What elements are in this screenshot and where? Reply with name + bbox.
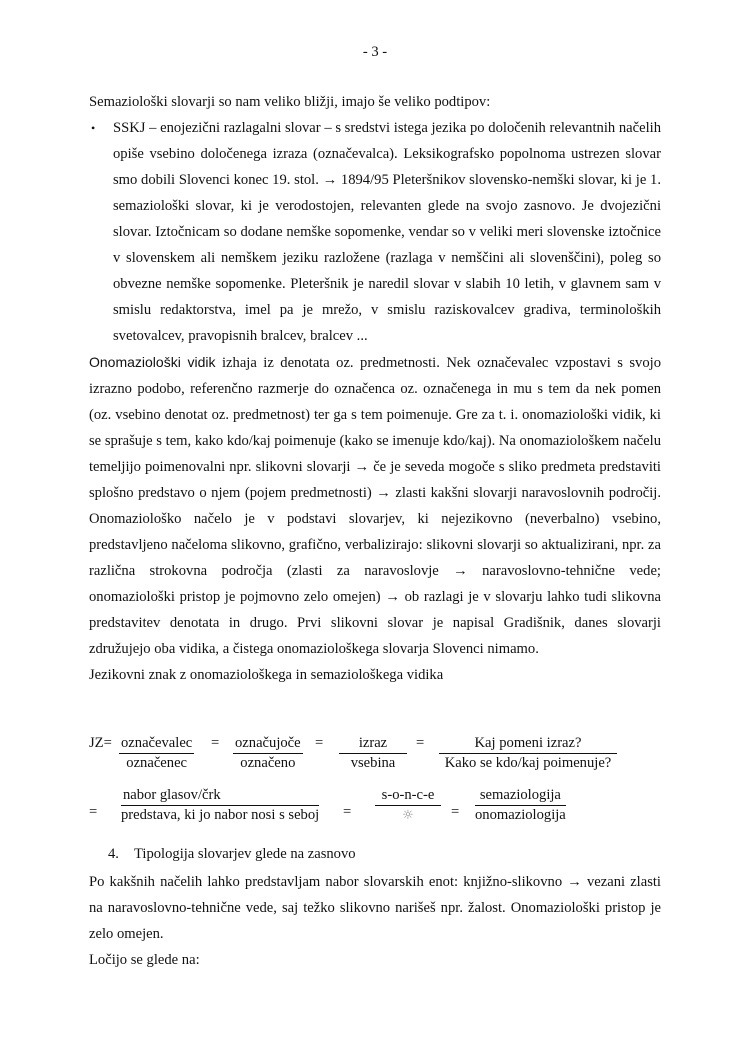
fraction-numerator: označevalec xyxy=(119,735,194,754)
sun-icon: ☼ xyxy=(402,808,414,823)
onomasiology-term: Onomaziološki vidik xyxy=(89,354,216,370)
fraction-sun xyxy=(375,787,441,824)
equals-sign: = xyxy=(451,804,460,820)
intro-paragraph: Semaziološki slovarji so nam veliko bližji, imajo še veliko podtipov: xyxy=(89,94,491,110)
fraction-numerator: Kaj pomeni izraz? xyxy=(439,735,617,754)
section-title: Tipologija slovarjev glede na zasnovo xyxy=(134,846,356,862)
closing-line: Ločijo se glede na: xyxy=(89,952,200,968)
fraction-questions xyxy=(439,735,617,772)
fraction-signifier xyxy=(119,735,194,772)
fraction-numerator: označujoče xyxy=(233,735,303,754)
bullet-list xyxy=(89,115,661,349)
fraction-denominator: vsebina xyxy=(350,755,396,771)
equals-sign: = xyxy=(343,804,352,820)
fraction-denominator: označenec xyxy=(126,755,188,771)
document-body xyxy=(89,89,661,688)
onomasiology-paragraph xyxy=(89,349,661,662)
fraction-numerator: izraz xyxy=(339,735,407,754)
fraction-denominator: Kako se kdo/kaj poimenuje? xyxy=(444,755,612,771)
equals-sign: = xyxy=(211,735,220,751)
fraction-denominator: označeno xyxy=(240,755,296,771)
section-4-body xyxy=(89,869,661,973)
fraction-signifying xyxy=(233,735,303,772)
fraction-numerator: s-o-n-c-e xyxy=(375,787,441,806)
fraction-sound-set xyxy=(121,787,319,824)
fraction-expression xyxy=(339,735,407,772)
page-number: - 3 - xyxy=(362,44,388,60)
fraction-semasiology xyxy=(475,787,566,824)
fraction-numerator: nabor glasov/črk xyxy=(121,787,319,806)
bullet-text: SSKJ – enojezični razlagalni slovar – s sredstvi istega jezika po določenih relevantnih načelih opiše vsebino določenega izraza (označevalca). Leksikografsko popolnoma ustrezen slovar smo dobili Slovenci konec 19. stol. → 1894/95 Pleteršnikov slovensko-nemški slovar, ki je 1. semaziološki slovar, ki je verodostojen, relevanten glede na svojo zasnovo. Je dvojezični slovar. Iztočnicam so dodane nemške sopomenke, vendar so v veliki meri slovenske iztočnice v slovenskem ali nemškem jeziku razložene (razlaga v nemščini ali slovenščini), poleg so obvezne nemške sopomenke. Pleteršnik je naredil slovar v slabih 10 letih, v glavnem sam v smislu redaktorstva, imel pa je mrežo, v smislu raziskovalcev gradiva, terminoloških svetovalcev, pravopisnih bralcev, bralcev ... xyxy=(113,120,661,344)
bullet-item-sskj xyxy=(89,115,661,349)
section-number: 4. xyxy=(108,846,119,862)
equals-sign: = xyxy=(89,804,98,820)
fraction-denominator: onomaziologija xyxy=(475,807,566,823)
fraction-numerator: semaziologija xyxy=(475,787,566,806)
bullet-icon: • xyxy=(91,121,96,135)
onomasiology-text: izhaja iz denotata oz. predmetnosti. Nek označevalec vzpostavi s svojo izrazno podobo, referenčno razmerje do označenca oz. označenega in mu s tem da nek pomen (oz. vsebino denotat oz. predmetnost) ter ga s tem poimenuje. Gre za t. i. onomaziološki vidik, ki se sprašuje s tem, kako kdo/kaj poimenuje (kako se imenuje kdo/kaj). Na onomaziološkem načelu temeljijo poimenovalni npr. slikovni slovarji → če je seveda mogoče s sliko predmeta predstaviti splošno predstavo o njem (pojem predmetnosti) → zlasti kakšni slovarji naravoslovnih področij. Onomaziološko načelo je v podstavi slovarjev, ki nejezikovno (neverbalno) vsebino, predstavljeno načeloma slikovno, grafično, verbalizirajo: slikovni slovarji so aktualizirani, npr. za različna strokovna področja (zlasti za naravoslovje → naravoslovno-tehnične vede; onomaziološki pristop je pojmovno zelo omejen) → ob razlagi je v slovarju lahko tudi slikovna predstavitev denotata in drugo. Prvi slikovni slovar je napisal Gradišnik, danes slovarji združujejo oba vidika, a čistega onomaziološkega slovarja Slovenci nimamo. xyxy=(89,355,662,657)
formula-prefix: JZ= xyxy=(89,735,112,751)
section-heading-4 xyxy=(108,846,356,863)
fraction-denominator: predstava, ki jo nabor nosi s seboj xyxy=(121,807,320,823)
sign-heading: Jezikovni znak z onomaziološkega in semaziološkega vidika xyxy=(89,667,444,683)
equals-sign: = xyxy=(315,735,324,751)
section-4-paragraph: Po kakšnih načelih lahko predstavljam nabor slovarskih enot: knjižno-slikovno → vezani zlasti na naravoslovno-tehnične vede, saj težko slikovno narišeš npr. žalost. Onomaziološki pristop je zelo omejen. xyxy=(89,874,661,942)
equals-sign: = xyxy=(416,735,425,751)
